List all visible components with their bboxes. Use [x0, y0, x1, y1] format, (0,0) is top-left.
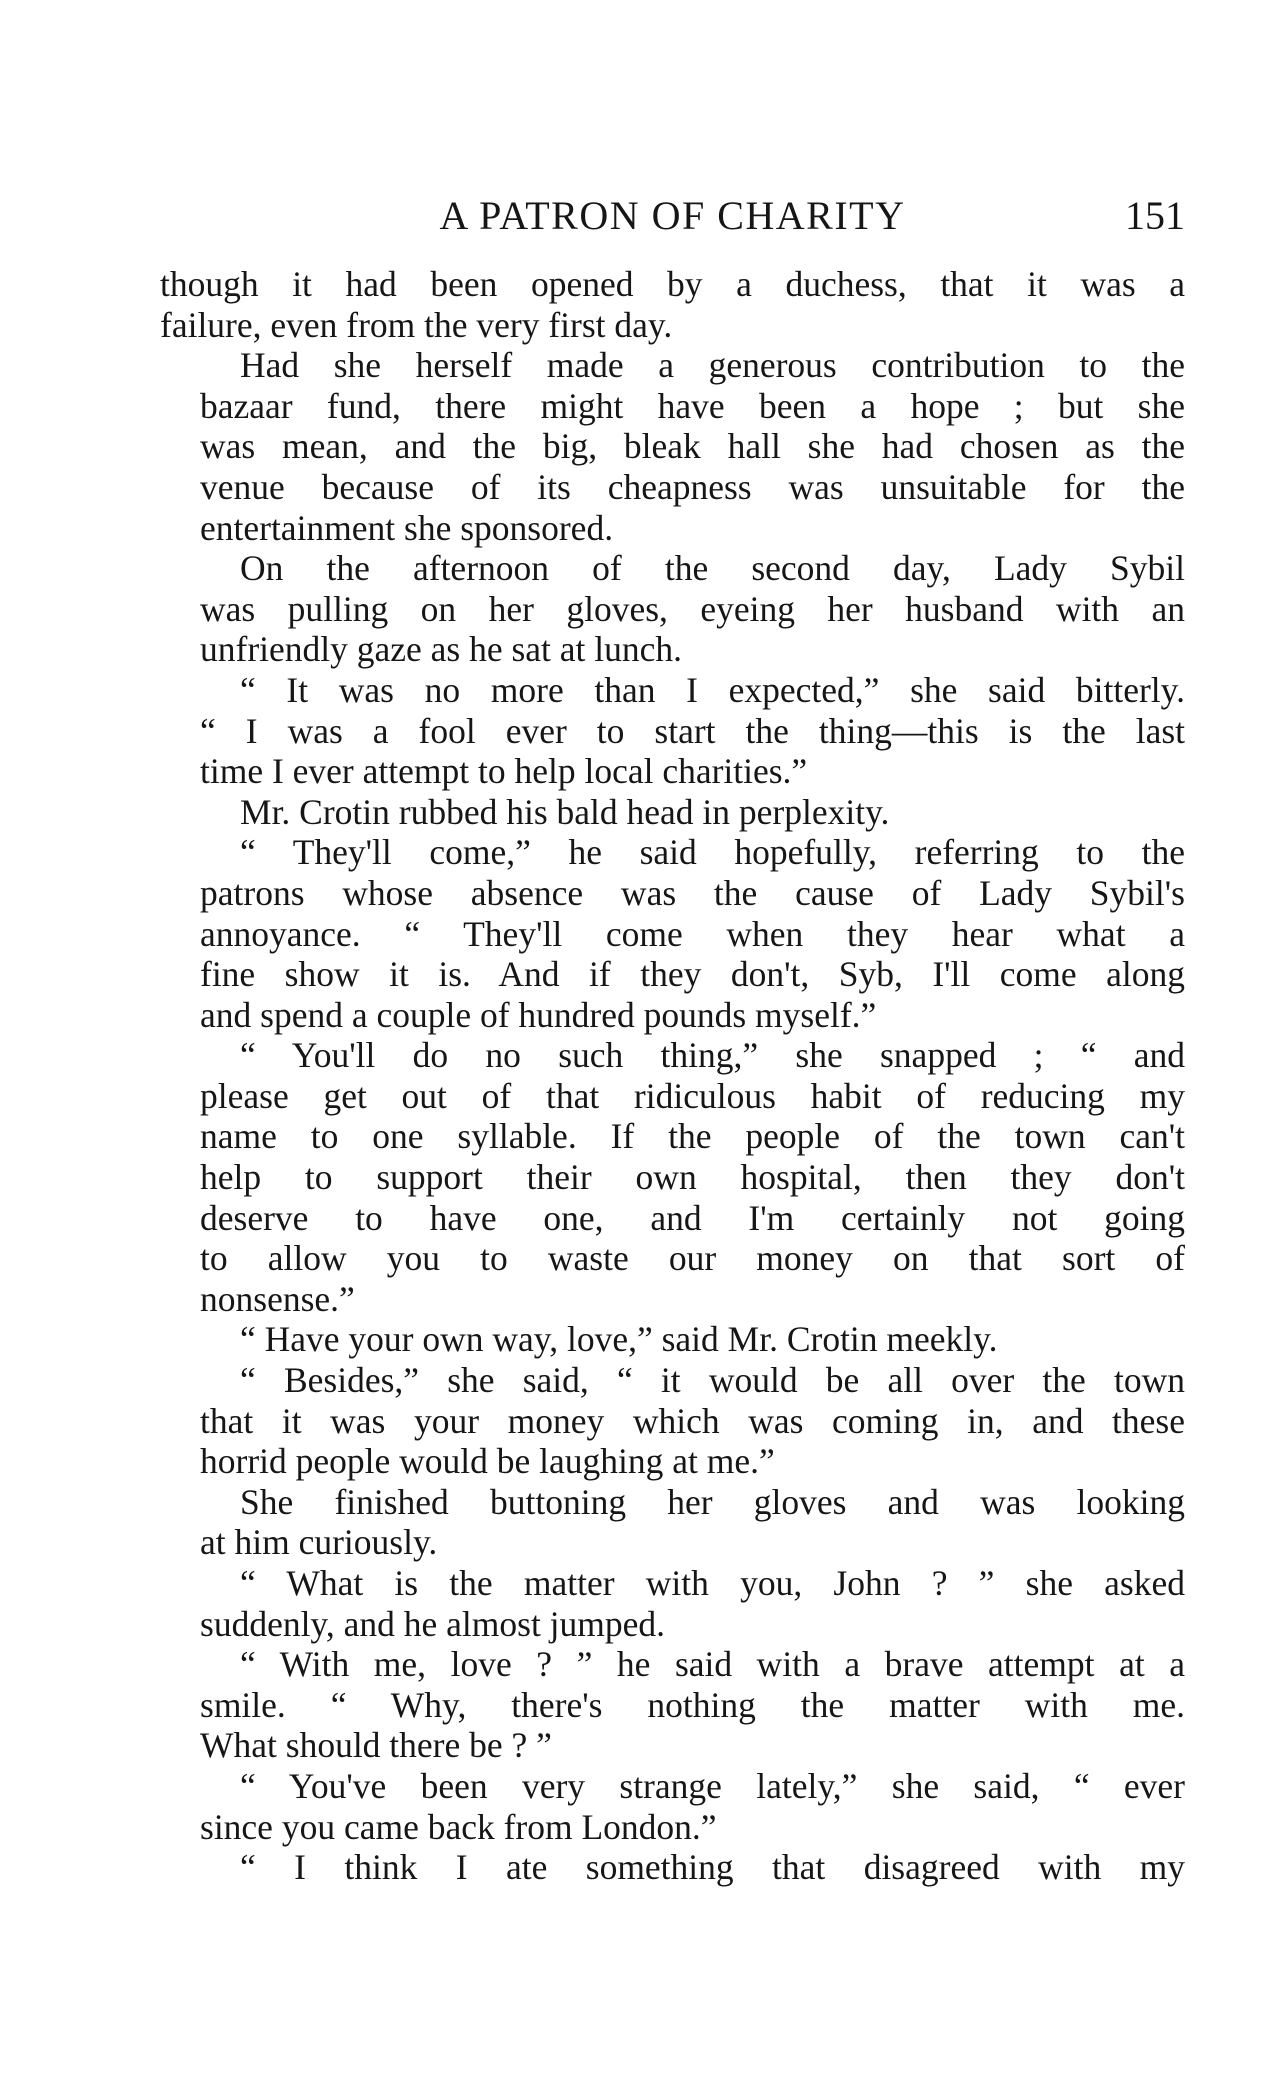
text-line: Had she herself made a generous contribution to the: [240, 345, 1185, 386]
text-line: “ With me, love ? ” he said with a brave attempt at a: [240, 1644, 1185, 1685]
paragraph: [160, 832, 1185, 1035]
text-line: patrons whose absence was the cause of Lady Sybil's: [200, 872, 1185, 913]
text-line: time I ever attempt to help local charities.”: [200, 751, 808, 792]
text-line: “ What is the matter with you, John ? ” she asked: [240, 1563, 1185, 1603]
text-line: please get out of that ridiculous habit of reducing my: [200, 1075, 1185, 1116]
text-line: “ I was a fool ever to start the thing—this is the last: [200, 710, 1185, 751]
text-line: She finished buttoning her gloves and was looking: [240, 1481, 1185, 1522]
text-line: “ Besides,” she said, “ it would be all over the town: [240, 1360, 1185, 1401]
text-line: suddenly, and he almost jumped.: [200, 1603, 666, 1644]
text-line: was pulling on her gloves, eyeing her husband with an: [200, 588, 1185, 629]
paragraph: [160, 1766, 1185, 1847]
book-page: [160, 186, 1185, 1888]
paragraph: [160, 1319, 1185, 1360]
text-line: was mean, and the big, bleak hall she had chosen as the: [200, 426, 1185, 467]
text-line: help to support their own hospital, then they don't: [200, 1157, 1185, 1198]
paragraph: [160, 670, 1185, 792]
running-title: A PATRON OF CHARITY: [439, 193, 906, 238]
text-line: What should there be ? ”: [200, 1725, 552, 1766]
paragraph: [160, 345, 1185, 548]
paragraph: [160, 1644, 1185, 1766]
page-number: 151: [1125, 193, 1185, 238]
text-line: deserve to have one, and I'm certainly not going: [200, 1197, 1185, 1238]
paragraph: [160, 1482, 1185, 1563]
paragraph: [160, 264, 1185, 345]
text-line: venue because of its cheapness was unsuitable for the: [200, 466, 1185, 507]
text-line: “ You've been very strange lately,” she said, “ ever: [240, 1765, 1185, 1806]
paragraph: [160, 548, 1185, 670]
text-line: name to one syllable. If the people of the town can't: [200, 1116, 1185, 1157]
text-line: “ They'll come,” he said hopefully, referring to the: [240, 832, 1185, 873]
text-line: fine show it is. And if they don't, Syb, I'll come along: [200, 954, 1185, 995]
text-line: annoyance. “ They'll come when they hear what a: [200, 913, 1185, 954]
paragraph: [160, 1847, 1185, 1888]
text-line: unfriendly gaze as he sat at lunch.: [200, 629, 683, 670]
text-line: failure, even from the very first day.: [160, 304, 673, 345]
text-line: since you came back from London.”: [200, 1806, 717, 1847]
paragraph: [160, 1563, 1185, 1644]
running-head: [160, 186, 1185, 246]
text-line: though it had been opened by a duchess, that it was a: [160, 264, 1185, 304]
text-line: at him curiously.: [200, 1522, 438, 1563]
text-line: entertainment she sponsored.: [200, 507, 614, 548]
text-line: On the afternoon of the second day, Lady Sybil: [240, 548, 1185, 589]
paragraph: [160, 792, 1185, 833]
text-line: Mr. Crotin rubbed his bald head in perplexity.: [240, 791, 890, 832]
text-line: “ I think I ate something that disagreed with my: [240, 1847, 1185, 1888]
text-line: to allow you to waste our money on that sort of: [200, 1238, 1185, 1279]
text-line: that it was your money which was coming in, and these: [200, 1400, 1185, 1441]
text-line: horrid people would be laughing at me.”: [200, 1441, 775, 1482]
paragraph: [160, 1035, 1185, 1319]
text-line: “ Have your own way, love,” said Mr. Crotin meekly.: [240, 1319, 998, 1360]
text-line: “ You'll do no such thing,” she snapped ; “ and: [240, 1035, 1185, 1076]
text-line: bazaar fund, there might have been a hope ; but she: [200, 385, 1185, 426]
text-line: smile. “ Why, there's nothing the matter with me.: [200, 1684, 1185, 1725]
body-text: [160, 264, 1185, 1888]
text-line: nonsense.”: [200, 1278, 355, 1319]
text-line: and spend a couple of hundred pounds myself.”: [200, 994, 877, 1035]
text-line: “ It was no more than I expected,” she said bitterly.: [240, 669, 1185, 710]
paragraph: [160, 1360, 1185, 1482]
